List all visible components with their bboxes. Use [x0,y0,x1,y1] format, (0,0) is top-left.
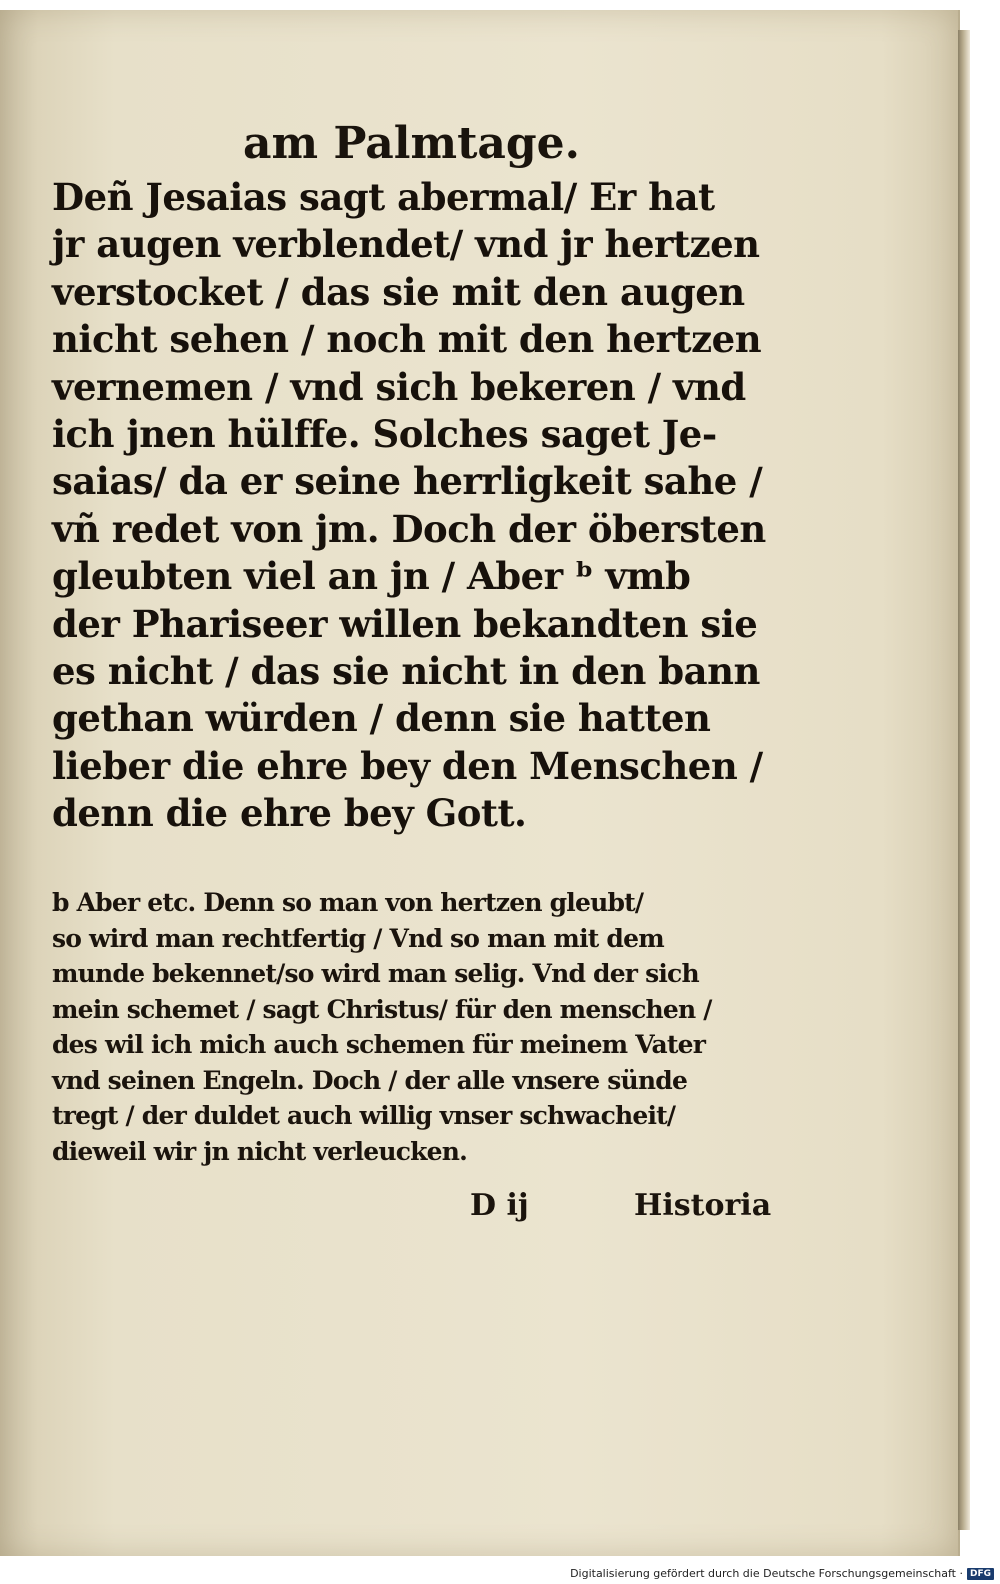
main-text-line: vñ redet von jm. Doch der öbersten [52,506,766,551]
main-text-line: gethan würden / denn sie hatten [52,696,711,741]
main-text-line: jr augen verblendet/ vnd jr hertzen [52,222,760,267]
note-line: mein schemet / sagt Christus/ für den menschen / [52,994,712,1024]
funding-footer [570,1567,994,1580]
main-text-block [52,174,764,837]
main-text-line: der Phariseer willen bekandten sie [52,601,758,646]
main-text-line: verstocket / das sie mit den augen [52,269,745,314]
main-text-line: saias/ da er seine herrligkeit sahe / [52,459,763,504]
dfg-logo-icon: DFG [967,1568,994,1580]
signature-mark: D ij [470,1188,529,1223]
note-line: munde bekennet/so wird man selig. Vnd der sich [52,959,699,988]
main-text-line: lieber die ehre bey den Menschen / [52,743,763,788]
main-text-line: es nicht / das sie nicht in den bann [52,648,760,693]
funding-text: Digitalisierung gefördert durch die Deutsche Forschungsgemeinschaft · [570,1567,963,1580]
note-line: tregt / der duldet auch willig vnser schwacheit/ [52,1101,676,1130]
running-head: am Palmtage. [243,118,580,169]
main-text-line: ich jnen hülffe. Solches saget Je- [52,411,717,456]
main-text-line: denn die ehre bey Gott. [52,791,527,836]
page-edge-shadow [958,30,970,1530]
note-line: b Aber etc. Denn so man von hertzen gleubt/ [52,888,644,917]
main-text-line: vernemen / vnd sich bekeren / vnd [52,364,746,409]
book-page [0,10,960,1556]
note-line: dieweil wir jn nicht verleucken. [52,1136,468,1166]
catchword: Historia [634,1188,772,1223]
marginal-note-block [52,885,772,1169]
main-text-line: Deñ Jesaias sagt abermal/ Er hat [52,175,715,219]
main-text-line: gleubten viel an jn / Aber ᵇ vmb [52,554,691,599]
note-line: vnd seinen Engeln. Doch / der alle vnsere sünde [52,1065,688,1095]
note-line: des wil ich mich auch schemen für meinem Vater [52,1030,706,1059]
main-text-line: nicht sehen / noch mit den hertzen [52,317,762,362]
note-line: so wird man rechtfertig / Vnd so man mit dem [52,923,664,953]
